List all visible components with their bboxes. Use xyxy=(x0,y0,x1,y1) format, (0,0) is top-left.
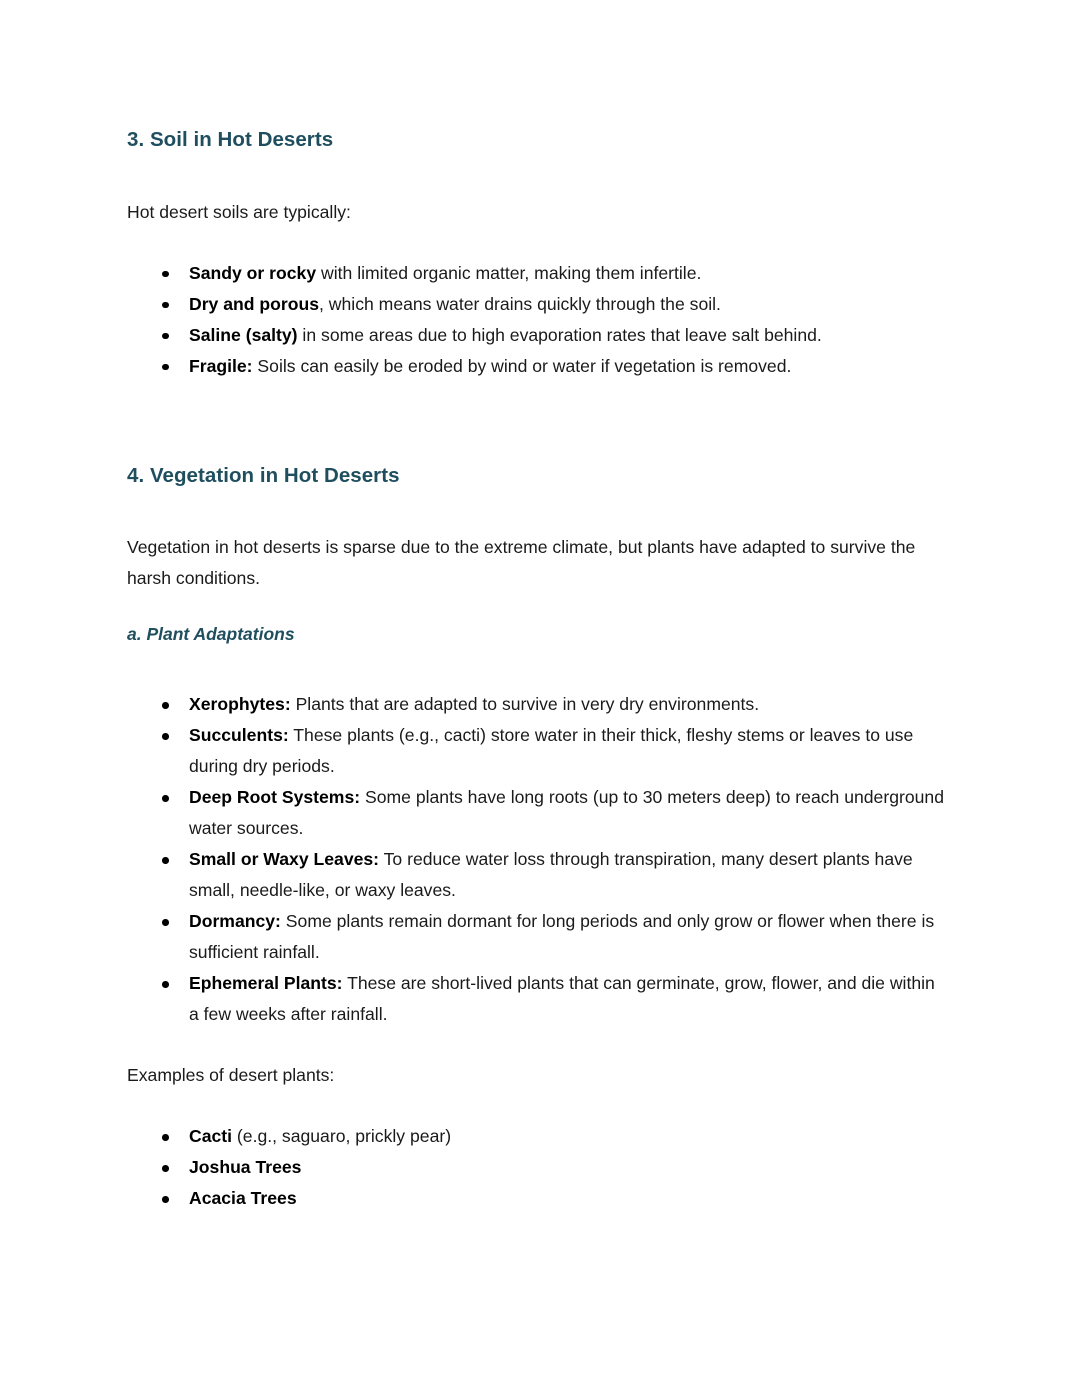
spacer-before-examples-list xyxy=(127,1091,949,1121)
list-item-rest: with limited organic matter, making them infertile. xyxy=(316,262,702,283)
list-item xyxy=(127,720,949,782)
list-item-rest: These plants (e.g., cacti) store water in their thick, fleshy stems or leaves to use during dry periods. xyxy=(189,725,914,777)
list-item-rest: in some areas due to high evaporation rates that leave salt behind. xyxy=(297,324,822,345)
list-item-rest: Soils can easily be eroded by wind or water if vegetation is removed. xyxy=(252,355,792,376)
list-item xyxy=(127,782,949,844)
list-item xyxy=(127,968,949,1030)
list-item-lead: Fragile: xyxy=(189,355,253,376)
list-item-rest: Some plants remain dormant for long periods and only grow or flower when there is sufficient rainfall. xyxy=(189,911,935,963)
spacer-after-vegetation-heading xyxy=(127,488,949,532)
list-item-lead: Saline (salty) xyxy=(189,324,298,345)
list-item xyxy=(127,1152,949,1183)
plant-adaptations-bullet-list xyxy=(127,689,949,1030)
list-item-lead: Small or Waxy Leaves: xyxy=(189,849,380,870)
list-item-lead: Joshua Trees xyxy=(189,1157,302,1178)
top-margin-spacer xyxy=(127,0,949,128)
list-item-lead: Succulents: xyxy=(189,725,289,746)
spacer-after-soil-heading xyxy=(127,153,949,197)
heading-soil-in-hot-deserts: 3. Soil in Hot Deserts xyxy=(127,128,334,151)
list-item xyxy=(127,906,949,968)
subheading-plant-adaptations: a. Plant Adaptations xyxy=(127,624,295,645)
desert-plant-examples-list xyxy=(127,1121,949,1214)
list-item-lead: Deep Root Systems: xyxy=(189,787,361,808)
list-item-lead: Dry and porous xyxy=(189,293,320,314)
list-item xyxy=(127,689,949,720)
list-item-lead: Sandy or rocky xyxy=(189,262,317,283)
list-item-rest: Some plants have long roots (up to 30 meters deep) to reach underground water sources. xyxy=(189,787,944,839)
list-item xyxy=(127,258,949,289)
page-content xyxy=(127,0,949,1214)
list-item xyxy=(127,320,949,351)
soil-bullet-list xyxy=(127,258,949,382)
spacer-before-examples-intro xyxy=(127,1030,949,1060)
list-item-lead: Dormancy: xyxy=(189,911,281,932)
spacer-before-adaptation-bullets xyxy=(127,645,949,689)
vegetation-intro-paragraph: Vegetation in hot deserts is sparse due to the extreme climate, but plants have adapted to survive the harsh conditions. xyxy=(127,537,916,589)
list-item xyxy=(127,844,949,906)
list-item-lead: Ephemeral Plants: xyxy=(189,973,343,994)
list-item-rest: These are short-lived plants that can germinate, grow, flower, and die within a few weeks after rainfall. xyxy=(189,973,935,1025)
list-item-rest: , which means water drains quickly through the soil. xyxy=(319,293,721,314)
list-item xyxy=(127,351,949,382)
list-item-lead: Cacti xyxy=(189,1126,233,1147)
list-item xyxy=(127,289,949,320)
list-item-lead: Xerophytes: xyxy=(189,694,291,715)
spacer-between-sections-extra xyxy=(127,438,949,464)
spacer-before-soil-bullets xyxy=(127,228,949,258)
spacer-before-subheading xyxy=(127,594,949,624)
list-item-rest: To reduce water loss through transpiration, many desert plants have small, needle-like, or waxy leaves. xyxy=(189,849,913,901)
soil-intro-paragraph: Hot desert soils are typically: xyxy=(127,201,351,222)
list-item xyxy=(127,1183,949,1214)
list-item xyxy=(127,1121,949,1152)
examples-intro-paragraph: Examples of desert plants: xyxy=(127,1065,335,1086)
list-item-lead: Acacia Trees xyxy=(189,1188,297,1209)
spacer-between-sections xyxy=(127,382,949,438)
list-item-rest: Plants that are adapted to survive in very dry environments. xyxy=(290,694,760,715)
heading-vegetation-in-hot-deserts: 4. Vegetation in Hot Deserts xyxy=(127,463,400,487)
list-item-rest: (e.g., saguaro, prickly pear) xyxy=(232,1126,452,1147)
